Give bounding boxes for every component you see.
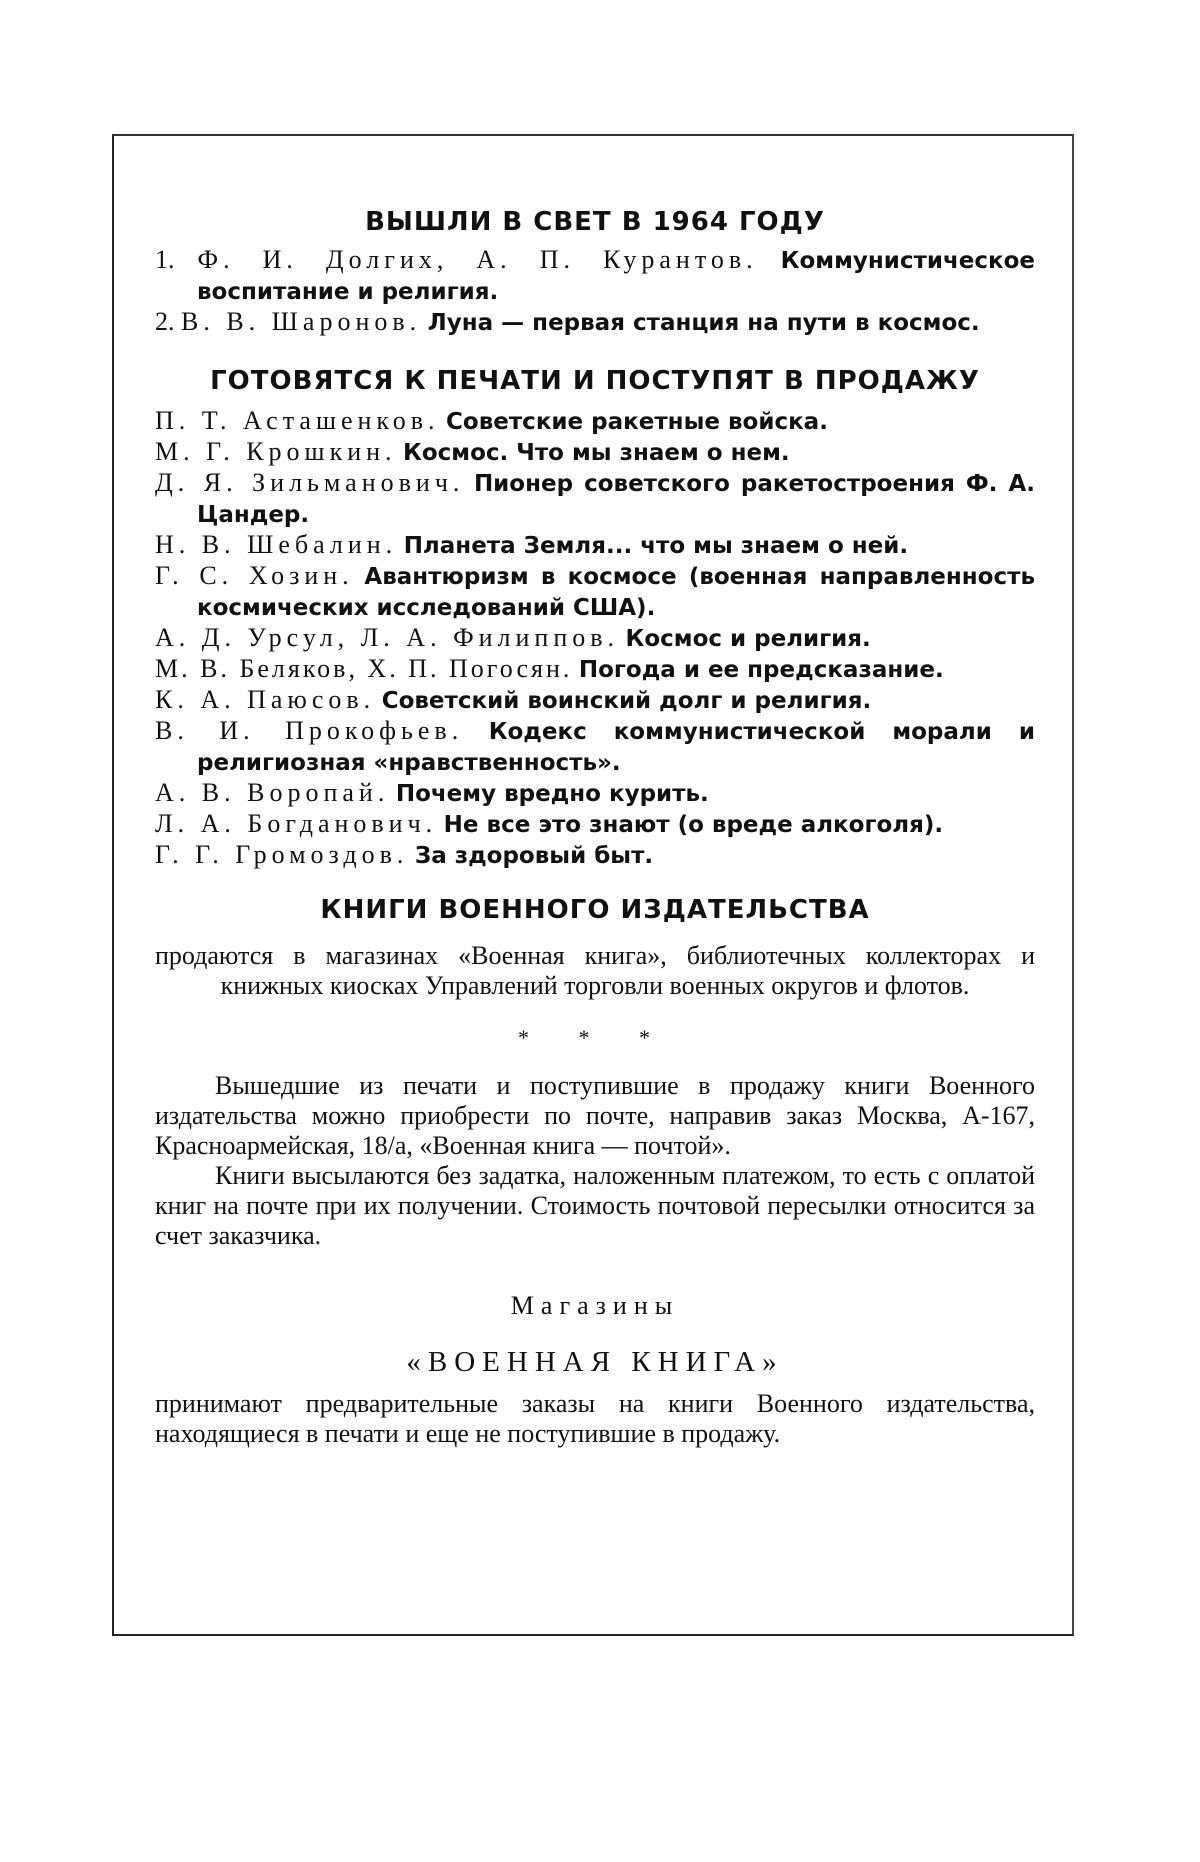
upcoming-list bbox=[155, 406, 1035, 871]
upcoming-item bbox=[155, 406, 1035, 437]
book-title: Авантюризм в космосе (военная направленность космических исследований США). bbox=[197, 564, 1035, 621]
book-title: Коммунистическое воспитание и религия. bbox=[197, 248, 1035, 305]
book-author: М. В. Беляков, Х. П. Погосян. bbox=[155, 654, 573, 683]
published-list bbox=[155, 245, 1035, 338]
item-number: 2. bbox=[155, 307, 175, 336]
book-author: Н. В. Шебалин. bbox=[155, 530, 398, 559]
book-author: П. Т. Асташенков. bbox=[155, 406, 440, 435]
shops-name: «ВОЕННАЯ КНИГА» bbox=[406, 1346, 784, 1378]
book-title: Почему вредно курить. bbox=[395, 781, 709, 807]
book-author: Г. Г. Громоздов. bbox=[155, 840, 409, 869]
published-item bbox=[155, 307, 1035, 338]
item-number: 1. bbox=[155, 245, 175, 274]
book-title: Космос. Что мы знаем о нем. bbox=[403, 440, 790, 466]
book-author: К. А. Паюсов. bbox=[155, 685, 376, 714]
book-author: Г. С. Хозин. bbox=[155, 561, 354, 590]
book-title: Не все это знают (о вреде алкоголя). bbox=[443, 812, 944, 838]
upcoming-item bbox=[155, 716, 1035, 778]
book-author: В. И. Прокофьев. bbox=[155, 716, 464, 745]
book-title: Пионер советского ракетостроения Ф. А. Цандер. bbox=[197, 471, 1035, 528]
section-upcoming-title: ГОТОВЯТСЯ К ПЕЧАТИ И ПОСТУПЯТ В ПРОДАЖУ bbox=[210, 366, 980, 396]
book-title: Советские ракетные войска. bbox=[446, 409, 828, 435]
book-author: А. Д. Урсул, Л. А. Филиппов. bbox=[155, 623, 620, 652]
book-title: Луна — первая станция на пути в космос. bbox=[427, 310, 980, 336]
shops-heading: Магазины bbox=[510, 1291, 680, 1320]
upcoming-item bbox=[155, 623, 1035, 654]
shops-text: принимают предварительные заказы на книги Военного издательства, находящиеся в печати и еще не поступившие в продажу. bbox=[155, 1389, 1035, 1448]
order-info-paragraph-1: Вышедшие из печати и поступившие в продажу книги Военного издательства можно приобрести по почте, направив заказ Москва, А-167, Красноармейская, 18/а, «Военная книга — почтой». bbox=[155, 1071, 1035, 1160]
book-author: М. Г. Крошкин. bbox=[155, 437, 397, 466]
book-title: Погода и ее предсказание. bbox=[578, 657, 944, 683]
upcoming-item bbox=[155, 778, 1035, 809]
section-published-title: ВЫШЛИ В СВЕТ В 1964 ГОДУ bbox=[365, 207, 825, 237]
upcoming-item bbox=[155, 561, 1035, 623]
order-info-paragraph-2: Книги высылаются без задатка, наложенным платежом, то есть с оплатой книг на почте при их получении. Стоимость почтовой пересылки относится за счет заказчика. bbox=[155, 1161, 1035, 1250]
book-title: За здоровый быт. bbox=[414, 843, 654, 869]
book-title: Космос и религия. bbox=[625, 626, 871, 652]
upcoming-item bbox=[155, 530, 1035, 561]
separator-asterisks: * * * bbox=[518, 1025, 672, 1050]
upcoming-item bbox=[155, 654, 1035, 685]
book-title: Планета Земля... что мы знаем о ней. bbox=[403, 533, 909, 559]
upcoming-item bbox=[155, 437, 1035, 468]
published-item bbox=[155, 245, 1035, 307]
military-books-text: продаются в магазинах «Военная книга», библиотечных коллекторах и книжных киосках Управлений торговли военных округов и флотов. bbox=[155, 941, 1035, 1000]
book-author: В. В. Шаронов. bbox=[181, 307, 422, 336]
upcoming-item bbox=[155, 809, 1035, 840]
book-author: Ф. И. Долгих, А. П. Курантов. bbox=[197, 245, 758, 274]
book-author: Д. Я. Зильманович. bbox=[155, 468, 465, 497]
book-author: А. В. Воропай. bbox=[155, 778, 390, 807]
book-author: Л. А. Богданович. bbox=[155, 809, 438, 838]
section-military-books-title: КНИГИ ВОЕННОГО ИЗДАТЕЛЬСТВА bbox=[320, 895, 870, 925]
upcoming-item bbox=[155, 840, 1035, 871]
upcoming-item bbox=[155, 685, 1035, 716]
page-content bbox=[155, 205, 1035, 1449]
book-title: Советский воинский долг и религия. bbox=[381, 688, 872, 714]
book-title: Кодекс коммунистической морали и религиозная «нравственность». bbox=[197, 719, 1035, 776]
upcoming-item bbox=[155, 468, 1035, 530]
